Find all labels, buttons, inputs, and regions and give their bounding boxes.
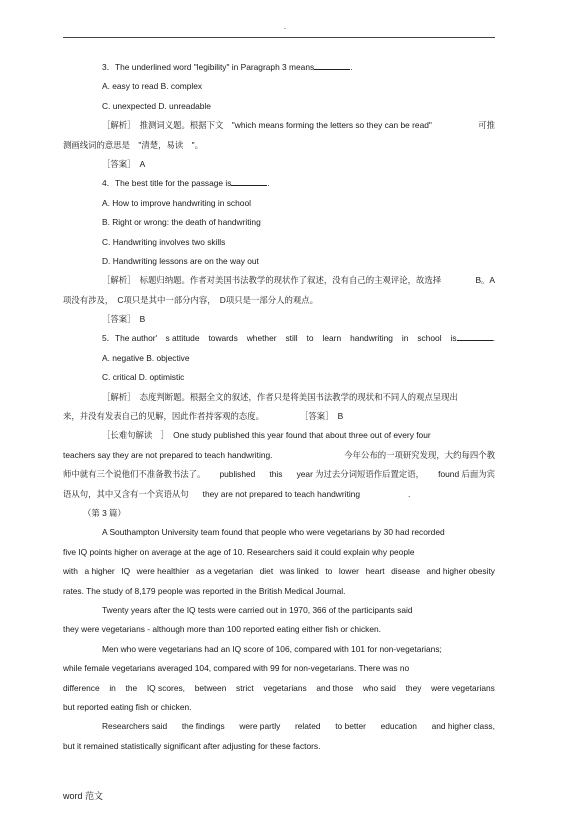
passage-line: while female vegetarians averaged 104, compared with 99 for non-vegetarians. There was no [63, 663, 410, 674]
answer-blank [457, 332, 493, 341]
q4-answer: ［答案］ B [102, 314, 146, 325]
q3-options-ab: A. easy to read B. complex [102, 81, 203, 92]
passage-line: but it remained statistically significant after adjusting for these factors. [63, 740, 321, 751]
answer-blank [231, 177, 267, 186]
q4-analysis: ［解析］ 标题归纳题。作者对美国书法教学的现状作了叙述，没有自己的主观评论，故选择 B。A [102, 275, 495, 286]
q3-answer: ［答案］ A [102, 158, 146, 169]
passage-line: Men who were vegetarians had an IQ score of 106, compared with 101 for non-vegetarians; [102, 643, 442, 654]
passage-line: A Southampton University team found that people who were vegetarians by 30 had recorded [102, 527, 445, 538]
passage-title: （第 3 篇） [83, 507, 126, 518]
sentence-analysis-line4: 语从句，其中又含有一个宾语从句 they are not prepared to teach handwriting . [63, 488, 411, 499]
passage-line: they were vegetarians - although more than 100 reported eating either fish or chicken. [63, 624, 381, 635]
q3-analysis-cont: 测画线词的意思是 "清楚，易读 "。 [63, 139, 203, 150]
passage-line: Researchers said the findings were partly related to better education and higher class, [102, 721, 495, 732]
passage-line: with a higher IQ were healthier as a vegetarian diet was linked to lower heart disease and higher obesity [63, 566, 495, 577]
q4-analysis-cont: 项没有涉及， C项只是其中一部分内容， D项只是一部分人的观点。 [63, 294, 318, 305]
passage-line: rates. The study of 8,179 people was reported in the British Medical Journal. [63, 585, 346, 596]
passage-line: but reported eating fish or chicken. [63, 701, 192, 712]
q5-analysis-cont: 来，并没有发表自己的见解，因此作者持客观的态度。 ［答案］ B [63, 411, 344, 422]
q4-stem: 4．The best title for the passage is . [102, 178, 270, 189]
footer-text: word 范文 [63, 791, 104, 801]
q5-stem: 5．The author' s attitude towards whether still to learn handwriting in school is . [102, 333, 495, 344]
sentence-analysis-line2: teachers say they are not prepared to teach handwriting. 今年公布的一项研究发现，大约每四个教 [63, 449, 495, 460]
q5-analysis: ［解析］ 态度判断题。根据全文的叙述，作者只是将美国书法教学的现状和不同人的观点呈现出 [102, 391, 458, 402]
passage-line: difference in the IQ scores, between strict vegetarians and those who said they were vegetarians [63, 682, 495, 693]
passage-line: five IQ points higher on average at the age of 10. Researchers said it could explain why people [63, 546, 415, 557]
header-dot: . [283, 22, 287, 31]
q5-options-cd: C. critical D. optimistic [102, 372, 185, 383]
q5-answer: ［答案］ B [300, 411, 344, 422]
answer-blank [314, 61, 350, 70]
q4-option-a: A. How to improve handwriting in school [102, 197, 251, 208]
q4-option-c: C. Handwriting involves two skills [102, 236, 226, 247]
q3-analysis: ［解析］ 推测词义题。根据下文 "which means forming the letters so they can be read" 可推 [102, 120, 495, 131]
header-rule [63, 37, 495, 38]
sentence-analysis-line1: ［长难句解读 ］ One study published this year found that about three out of every four [102, 430, 431, 441]
passage-body [63, 523, 495, 756]
q4-option-d: D. Handwriting lessons are on the way out [102, 255, 259, 266]
sentence-analysis-line3: 师中就有三个说他们不准备教书法了。 published this year 为过去分词短语作后置定语， found 后面为宾 [63, 469, 495, 480]
q3-options-cd: C. unexpected D. unreadable [102, 100, 211, 111]
q3-stem: 3．The underlined word "legibility" in Paragraph 3 means . [102, 62, 353, 72]
passage-line: Twenty years after the IQ tests were carried out in 1970, 366 of the participants said [102, 604, 413, 615]
document-body [63, 58, 495, 756]
q5-options-ab: A. negative B. objective [102, 352, 190, 363]
q4-option-b: B. Right or wrong: the death of handwriting [102, 217, 261, 228]
